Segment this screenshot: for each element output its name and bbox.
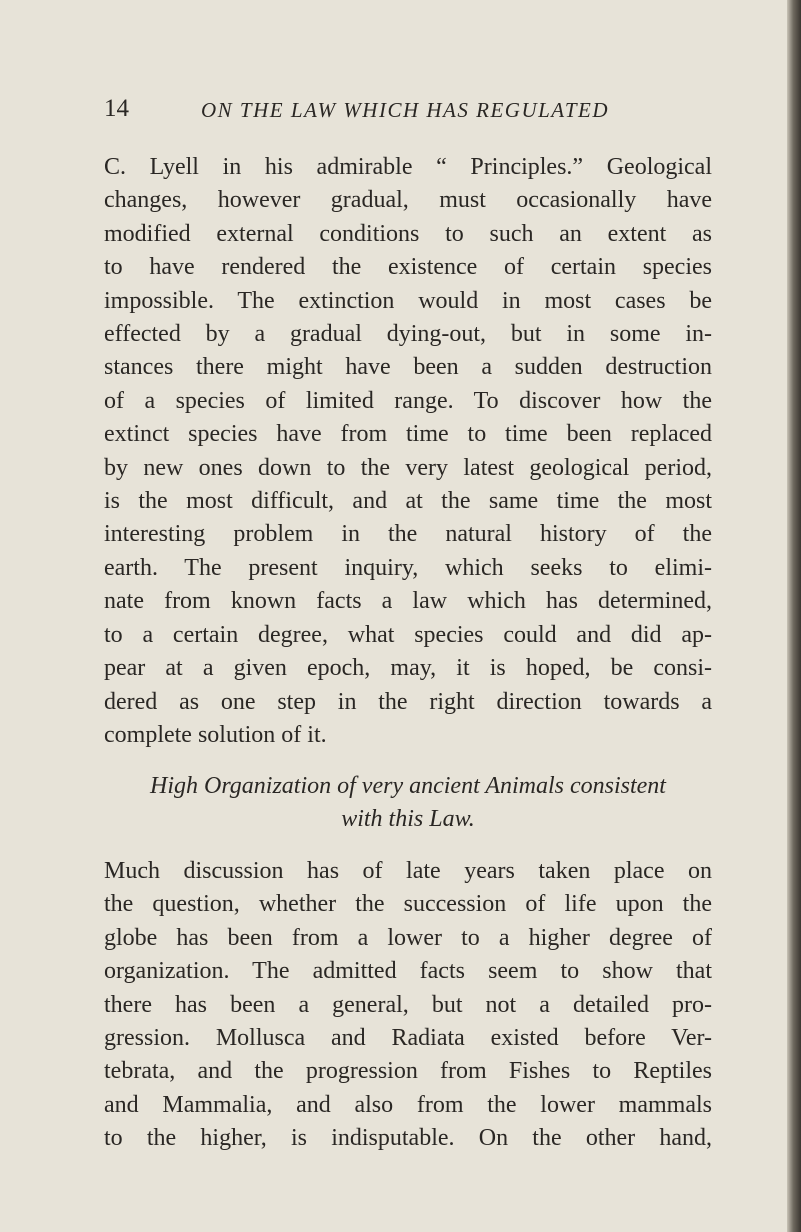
text-line: earth. The present inquiry, which seeks to elimi- (104, 554, 712, 581)
text-line: interesting problem in the natural history of the (104, 521, 712, 548)
running-head: ON THE LAW WHICH HAS REGULATED (201, 98, 610, 122)
text-line: dered as one step in the right direction towards a (104, 688, 712, 715)
text-line: of a species of limited range. To discover how the (104, 387, 712, 414)
text-line: pear at a given epoch, may, it is hoped, be consi- (104, 655, 712, 682)
text-line: tebrata, and the progression from Fishes to Reptiles (104, 1058, 712, 1085)
text-line: extinct species have from time to time been replaced (104, 421, 712, 448)
subheading-line: with this Law. (341, 806, 475, 832)
text-line: by new ones down to the very latest geological period, (104, 454, 712, 481)
text-line: Much discussion has of late years taken place on (104, 858, 712, 884)
text-line: there has been a general, but not a detailed pro- (104, 991, 712, 1018)
text-line: organization. The admitted facts seem to show that (104, 958, 712, 985)
paragraph-1 (104, 151, 712, 752)
text-line: to the higher, is indisputable. On the other hand, (104, 1125, 712, 1152)
text-line: to a certain degree, what species could and did ap- (104, 621, 712, 648)
text-line: to have rendered the existence of certain species (104, 254, 712, 281)
paragraph-2 (104, 855, 712, 1156)
text-line: nate from known facts a law which has determined, (104, 588, 712, 615)
page-number: 14 (104, 95, 129, 122)
page-edge-shadow (787, 0, 801, 1232)
text-line: is the most difficult, and at the same time the most (104, 488, 712, 515)
text-line: complete solution of it. (104, 721, 327, 748)
text-line: and Mammalia, and also from the lower mammals (104, 1091, 712, 1118)
section-subheading (104, 770, 712, 836)
text-line: changes, however gradual, must occasionally have (104, 187, 712, 214)
text-line: impossible. The extinction would in most cases be (104, 287, 712, 314)
page-header (104, 95, 704, 127)
text-line: C. Lyell in his admirable “ Principles.” Geological (104, 154, 712, 180)
text-line: effected by a gradual dying-out, but in some in- (104, 321, 712, 348)
text-line: the question, whether the succession of life upon the (104, 891, 712, 918)
text-line: globe has been from a lower to a higher degree of (104, 924, 712, 951)
text-line: gression. Mollusca and Radiata existed before Ver- (104, 1025, 712, 1052)
subheading-line: High Organization of very ancient Animals consistent (150, 773, 666, 799)
text-line: stances there might have been a sudden destruction (104, 354, 712, 381)
text-line: modified external conditions to such an extent as (104, 220, 712, 247)
